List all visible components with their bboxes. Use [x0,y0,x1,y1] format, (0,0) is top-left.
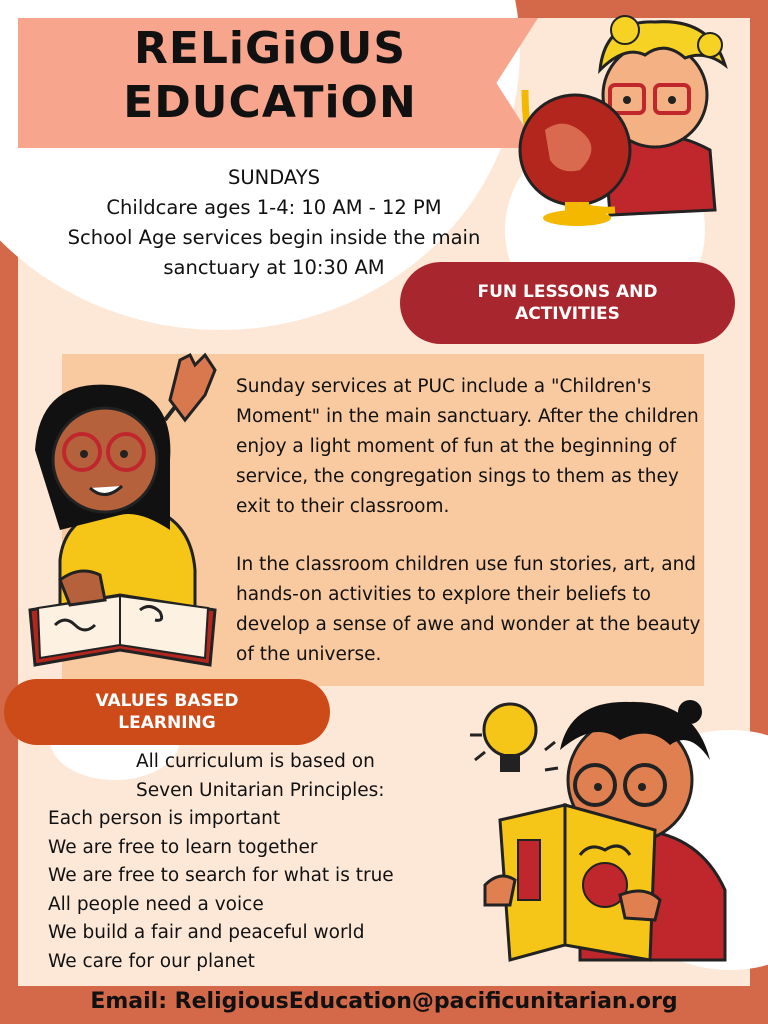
fun-lessons-heading [400,262,735,344]
fun-lessons-paragraph-2: In the classroom children use fun stories, art, and hands-on activities to explore their beliefs to develop a sense of awe and wonder at the beauty of the universe. [236,554,701,665]
schedule-day: SUNDAYS [227,166,321,189]
principle-item: All people need a voice [48,893,264,915]
schedule-childcare: Childcare ages 1-4: 10 AM - 12 PM [106,196,442,219]
footer-email[interactable]: Email: ReligiousEducation@pacificunitarian.org [90,989,678,1014]
fun-lessons-heading-text: FUN LESSONS AND ACTIVITIES [477,282,658,324]
values-heading [4,679,330,745]
principle-item: Each person is important [48,808,281,829]
values-intro-2: Seven Unitarian Principles: [136,779,385,801]
title-line-1: RELiGiOUS [133,23,407,74]
girl-reading-book-illustration [20,340,230,670]
principle-item: We build a fair and peaceful world [48,922,365,943]
title-line-2: EDUCATiON [123,77,417,128]
principle-item: We care for our planet [48,950,255,972]
schedule-school-age-1: School Age services begin inside the main [67,226,481,249]
fun-lessons-paragraph-1: Sunday services at PUC include a "Children's Moment" in the main sanctuary. After the children enjoy a light moment of fun at the beginning of service, the congregation sings to them as they exit to their classroom. [236,376,699,517]
values-intro-1: All curriculum is based on [136,751,375,772]
boy-with-globe-illustration [505,10,745,230]
boy-with-lightbulb-reading-illustration [470,690,740,970]
principle-item: We are free to learn together [48,836,318,858]
principle-item: We are free to search for what is true [48,865,394,886]
values-heading-text: VALUES BASED LEARNING [95,691,239,733]
page-title [110,22,430,130]
values-list [48,748,468,976]
schedule-school-age-2: sanctuary at 10:30 AM [163,256,385,279]
